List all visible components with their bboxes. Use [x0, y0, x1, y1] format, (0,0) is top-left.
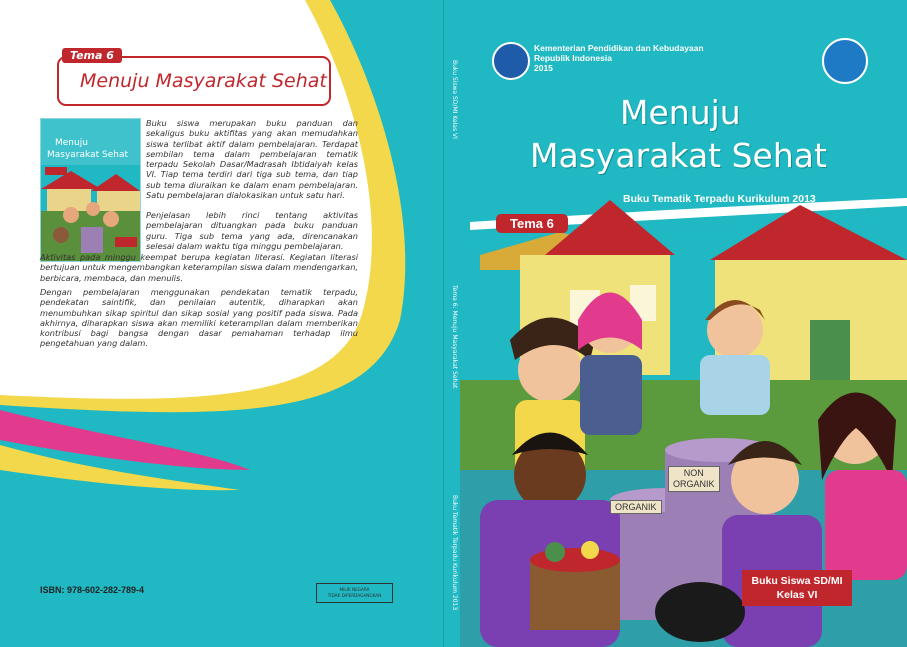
description-paragraph-4: Dengan pembelajaran menggunakan pendekatan tematik terpadu, pendekatan saintifik, dan penilaian autentik, diharapkan akan menumbuhkan sikap spiritul dan sikap sosial yang positif pada siswa. Pada akhirnya, diharapkan siswa akan memiliki keterampilan dalam memberikan kontribusi bagi bangsa dengan dasar pemahaman terhadap ilmu pengetahuan yang dalam. — [40, 287, 358, 349]
price-label-box — [316, 583, 393, 603]
isbn: ISBN: 978-602-282-789-4 — [40, 585, 145, 595]
price-label-line-2: TIDAK DIPERDAGANGKAN — [327, 593, 382, 598]
spine-bottom-text: Buku Tematik Terpadu Kurikulum 2013 — [451, 495, 458, 611]
ministry-line-1: Kementerian Pendidikan dan Kebudayaan — [534, 43, 704, 53]
description-paragraph-3: Aktivitas pada minggu keempat berupa kegiatan literasi. Kegiatan literasi bertujuan untuk mengembangkan keterampilan siswa dalam mendengarkan, berbicara, membaca, dan menulis. — [40, 252, 358, 283]
back-cover — [0, 0, 443, 647]
grade-badge — [742, 570, 852, 606]
bin-label-non: NON — [683, 468, 704, 478]
cover-thumbnail — [40, 118, 141, 262]
bin-label-non-organik — [668, 466, 720, 492]
bin-label-organik-2: ORGANIK — [673, 479, 715, 489]
svg-text:Masyarakat Sehat: Masyarakat Sehat — [47, 150, 128, 160]
ministry-line-3: 2015 — [534, 63, 553, 73]
ministry-line-2: Republik Indonesia — [534, 53, 612, 63]
ministry-text — [534, 43, 704, 73]
bin-label-organik: ORGANIK — [610, 500, 662, 514]
price-label-line-1: MILIK NEGARA — [339, 587, 370, 592]
description-paragraph-2: Penjelasan lebih rinci tentang aktivitas pembelajaran dituangkan pada buku panduan guru. Tiga sub tema yang ada, direncanakan selesai dalam waktu tiga minggu pembelajaran. — [146, 210, 358, 251]
description-paragraph-1: Buku siswa merupakan buku panduan dan sekaligus buku aktifitas yang akan memudahkan siswa terlibat aktif dalam pembelajaran. Terdapat sembilan tema dalam pembelajaran tematik terpadu Sekolah Dasar/Madrasah Ibtidaiyah kelas VI. Tiap tema terdiri dari tiga sub tema, dan tiap sub tema diuraikan ke dalam enam pembelajaran. Satu pembelajaran dialokasikan untuk satu hari. — [146, 118, 358, 201]
main-title-line-1: Menuju — [620, 93, 741, 132]
tema-tag: Tema 6 — [62, 48, 122, 63]
tema-title: Menuju Masyarakat Sehat — [80, 70, 327, 92]
svg-text:Menuju: Menuju — [55, 138, 88, 148]
subtitle: Buku Tematik Terpadu Kurikulum 2013 — [623, 193, 816, 205]
ministry-logo — [492, 42, 530, 80]
tema-badge: Tema 6 — [496, 214, 568, 233]
grade-line-2: Kelas VI — [776, 589, 818, 601]
spine-middle-text: Tema 6: Menuju Masyarakat Sehat — [451, 285, 458, 389]
main-title-line-2: Masyarakat Sehat — [530, 136, 827, 175]
curriculum-logo — [822, 38, 868, 84]
spine-top-text: Buku Siswa SD/MI Kelas VI — [451, 60, 458, 139]
front-cover — [460, 0, 907, 647]
grade-line-1: Buku Siswa SD/MI — [751, 575, 843, 587]
